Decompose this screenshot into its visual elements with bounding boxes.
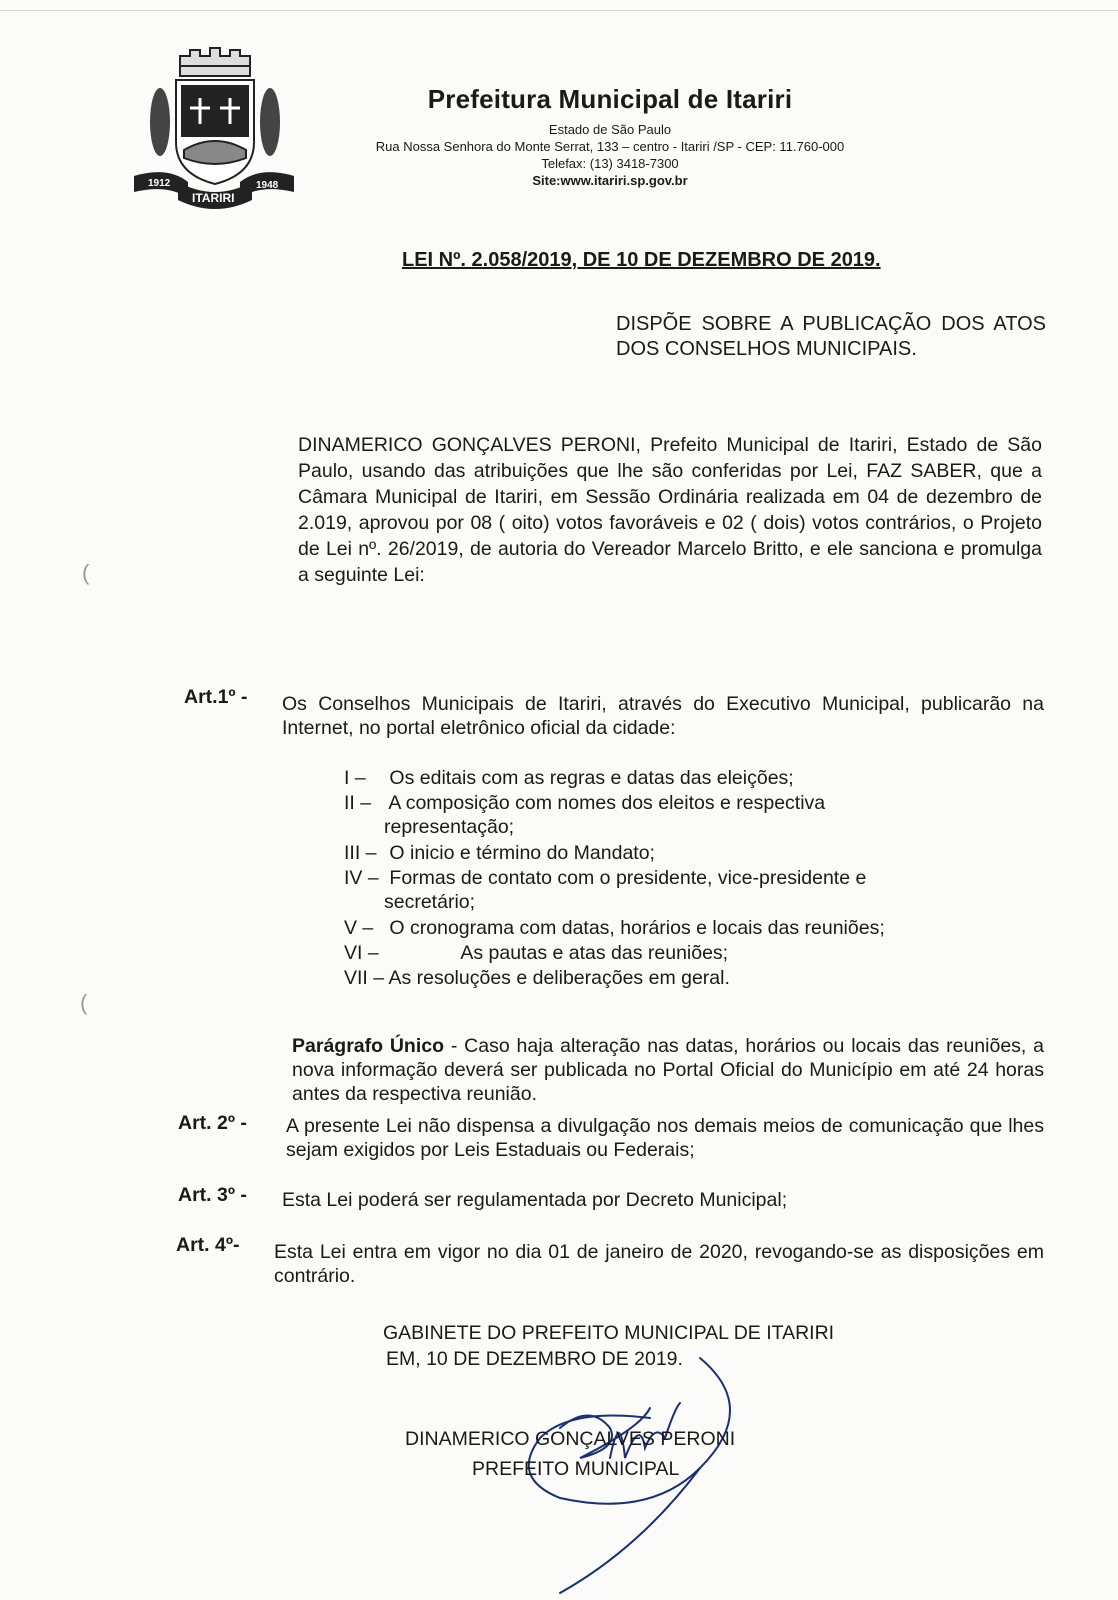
list-item <box>344 766 1044 790</box>
svg-text:1948: 1948 <box>256 180 279 191</box>
header-phone: Telefax: (13) 3418-7300 <box>541 156 679 171</box>
closing-office: GABINETE DO PREFEITO MUNICIPAL DE ITARIRI <box>383 1322 835 1344</box>
svg-text:1912: 1912 <box>148 178 171 189</box>
item-text: O cronograma com datas, horários e locais das reuniões; <box>389 917 885 939</box>
item-continuation: representação; <box>384 816 515 838</box>
paragrafo-unico-label: Parágrafo Único <box>292 1035 445 1057</box>
item-number: I – <box>344 767 366 789</box>
scan-margin-mark: ( <box>82 560 90 585</box>
list-item <box>344 966 1044 990</box>
list-item <box>344 866 1044 914</box>
list-item <box>344 841 1044 865</box>
list-item <box>344 941 1044 965</box>
paragrafo-unico <box>292 1034 1044 1106</box>
header-state: Estado de São Paulo <box>548 122 672 137</box>
article-3-label: Art. 3º - <box>178 1184 247 1206</box>
header-site: Site:www.itariri.sp.gov.br <box>532 173 688 188</box>
item-number: III – <box>344 842 377 864</box>
header-address: Rua Nossa Senhora do Monte Serrat, 133 – centro - Itariri /SP - CEP: 11.760-000 <box>375 139 845 154</box>
item-text: Formas de contato com o presidente, vice-presidente e <box>389 867 867 889</box>
law-ementa: DISPÕE SOBRE A PUBLICAÇÃO DOS ATOS DOS CONSELHOS MUNICIPAIS. <box>616 313 1046 360</box>
law-preamble: DINAMERICO GONÇALVES PERONI, Prefeito Municipal de Itariri, Estado de São Paulo, usando das atribuições que lhe são conferidas por Lei, FAZ SABER, que a Câmara Municipal de Itariri, em Sessão Ordinária realizada em 04 de dezembro de 2.019, aprovou por 08 ( oito) votos favoráveis e 02 ( dois) votos contrários, o Projeto de Lei nº. 26/2019, de autoria do Vereador Marcelo Britto, e ele sanciona e promulga a seguinte Lei: <box>298 434 1042 586</box>
item-number: IV – <box>344 867 379 889</box>
item-number: II – <box>344 792 372 814</box>
article-1-label: Art.1º - <box>184 686 248 708</box>
item-text: Os editais com as regras e datas das eleições; <box>389 767 794 789</box>
item-text: O inicio e término do Mandato; <box>389 842 655 864</box>
item-text: As resoluções e deliberações em geral. <box>388 967 730 989</box>
list-item <box>344 791 1044 839</box>
item-text: As pautas e atas das reuniões; <box>460 942 729 964</box>
scan-top-edge <box>0 10 1118 11</box>
svg-text:ITARIRI: ITARIRI <box>192 191 235 205</box>
article-2-label: Art. 2º - <box>178 1112 247 1134</box>
article-4-label: Art. 4º- <box>176 1234 240 1256</box>
law-title: LEI Nº. 2.058/2019, DE 10 DE DEZEMBRO DE 2019. <box>402 249 881 271</box>
item-continuation: secretário; <box>384 891 476 913</box>
item-number: VII – <box>344 967 385 989</box>
signer-name: DINAMERICO GONÇALVES PERONI <box>405 1428 736 1450</box>
item-text: A composição com nomes dos eleitos e respectiva <box>388 792 826 814</box>
item-number: VI – <box>344 942 379 964</box>
municipal-crest-logo <box>128 42 300 214</box>
article-2-text: A presente Lei não dispensa a divulgação nos demais meios de comunicação que lhes sejam exigidos por Leis Estaduais ou Federais; <box>286 1115 1044 1161</box>
article-4-text: Esta Lei entra em vigor no dia 01 de janeiro de 2020, revogando-se as disposições em contrário. <box>274 1241 1044 1287</box>
item-number: V – <box>344 917 374 939</box>
article-1-text: Os Conselhos Municipais de Itariri, através do Executivo Municipal, publicarão na Internet, no portal eletrônico oficial da cidade: <box>282 693 1044 739</box>
signer-role: PREFEITO MUNICIPAL <box>472 1458 680 1480</box>
list-item <box>344 916 1044 940</box>
closing-date: EM, 10 DE DEZEMBRO DE 2019. <box>386 1348 683 1370</box>
scan-margin-mark: ( <box>80 990 88 1015</box>
header-title: Prefeitura Municipal de Itariri <box>427 84 793 114</box>
article-3-text: Esta Lei poderá ser regulamentada por Decreto Municipal; <box>282 1189 788 1211</box>
paragrafo-unico-text: - Caso haja alteração nas datas, horários ou locais das reuniões, a nova informação deverá ser publicada no Portal Oficial do Município em até 24 horas antes da respectiva reunião. <box>292 1035 1045 1105</box>
